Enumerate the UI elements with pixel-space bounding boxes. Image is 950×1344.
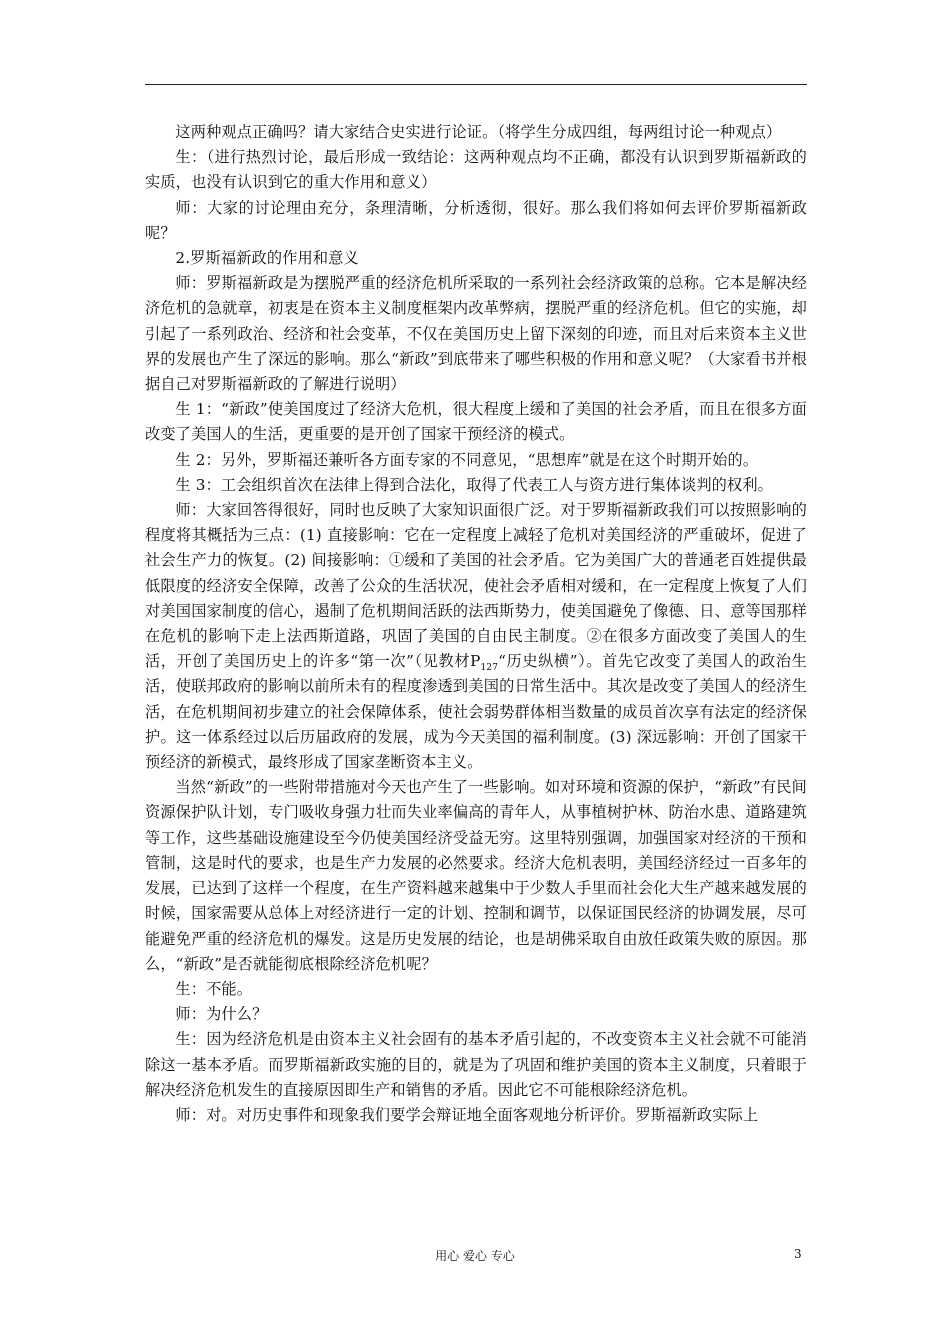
paragraph: 师：罗斯福新政是为摆脱严重的经济危机所采取的一系列社会经济政策的总称。它本是解决经济危机的急就章，初衷是在资本主义制度框架内改革弊病，摆脱严重的经济危机。但它的实施，却引起了一系列政治、经济和社会变革，不仅在美国历史上留下深刻的印迹，而且对后来资本主义世界的发展也产生了深远的影响。那么“新政”到底带来了哪些积极的作用和意义呢？（大家看书并根据自己对罗斯福新政的了解进行说明） [145, 274, 807, 394]
paragraph: 生 2：另外，罗斯福还兼听各方面专家的不同意见，“思想库”就是在这个时期开始的。 [175, 450, 759, 469]
paragraph: 师：大家的讨论理由充分，条理清晰，分析透彻，很好。那么我们将如何去评价罗斯福新政呢？ [145, 198, 807, 242]
paragraph: 师：对。对历史事件和现象我们要学会辩证地全面客观地分析评价。罗斯福新政实际上 [175, 1105, 759, 1124]
section-heading: 2.罗斯福新政的作用和意义 [175, 249, 359, 268]
textbook-page-ref: $P_{127}$ [470, 652, 499, 674]
paragraph: 生 1：“新政”使美国度过了经济大危机，很大程度上缓和了美国的社会矛盾，而且在很多方面改变了美国人的生活，更重要的是开创了国家干预经济的模式。 [145, 400, 808, 444]
paragraph [145, 498, 807, 775]
document-body [145, 120, 807, 1128]
paragraph: 生：（进行热烈讨论，最后形成一致结论：这两种观点均不正确，都没有认识到罗斯福新政的实质，也没有认识到它的重大作用和意义） [145, 148, 807, 192]
paragraph: 生：不能。 [175, 979, 253, 998]
paragraph: 生：因为经济危机是由资本主义社会固有的基本矛盾引起的，不改变资本主义社会就不可能消除这一基本矛盾。而罗斯福新政实施的目的，就是为了巩固和维护美国的资本主义制度，只着眼于解决经济危机发生的直接原因即生产和销售的矛盾。因此它不可能根除经济危机。 [145, 1030, 807, 1099]
paragraph-text: “历史纵横”）。首先它改变了美国人的政治生活，使联邦政府的影响以前所未有的程度渗透到美国的日常生活中。其次是改变了美国人的经济生活，在危机期间初步建立的社会保障体系，使社会弱势群体相当数量的成员首次享有法定的经济保护。这一体系经过以后历届政府的发展，成为今天美国的福利制度。(3) 深远影响：开创了国家干预经济的新模式，最终形成了国家垄断资本主义。 [145, 652, 807, 772]
paragraph: 这两种观点正确吗？请大家结合史实进行论证。（将学生分成四组，每两组讨论一种观点） [175, 123, 782, 141]
page-footer [0, 1247, 950, 1267]
footer-motto: 用心 爱心 专心 [435, 1249, 515, 1263]
paragraph: 当然“新政”的一些附带措施对今天也产生了一些影响。如对环境和资源的保护，“新政”有民间资源保护队计划，专门吸收身强力壮而失业率偏高的青年人，从事植树护林、防治水患、道路建筑等工作，这些基础设施建设至今仍使美国经济受益无穷。这里特别强调，加强国家对经济的干预和管制，这是时代的要求，也是生产力发展的必然要求。经济大危机表明，美国经济经过一百多年的发展，已达到了这样一个程度，在生产资料越来越集中于少数人手里而社会化大生产越来越发展的时候，国家需要从总体上对经济进行一定的计划、控制和调节，以保证国民经济的协调发展，尽可能避免严重的经济危机的爆发。这是历史发展的结论，也是胡佛采取自由放任政策失败的原因。那么，“新政”是否就能彻底根除经济危机呢？ [145, 778, 807, 973]
paragraph: 师：为什么？ [175, 1005, 268, 1024]
page-number: 3 [794, 1247, 802, 1261]
header-rule [145, 84, 807, 85]
paragraph: 生 3：工会组织首次在法律上得到合法化，取得了代表工人与资方进行集体谈判的权利。 [175, 475, 774, 494]
paragraph-text: 师：大家回答得很好，同时也反映了大家知识面很广泛。对于罗斯福新政我们可以按照影响的程度将其概括为三点：(1) 直接影响：它在一定程度上减轻了危机对美国经济的严重破坏，促进了社会生产力的恢复。(2) 间接影响：①缓和了美国的社会矛盾。它为美国广大的普通老百姓提供最低限度的经济安全保障，改善了公众的生活状况，使社会矛盾相对缓和，在一定程度上恢复了人们对美国国家制度的信心，遏制了危机期间活跃的法西斯势力，使美国避免了像德、日、意等国那样在危机的影响下走上法西斯道路，巩固了美国的自由民主制度。②在很多方面改变了美国人的生活，开创了美国历史上的许多“第一次”（见教材 [145, 501, 807, 671]
